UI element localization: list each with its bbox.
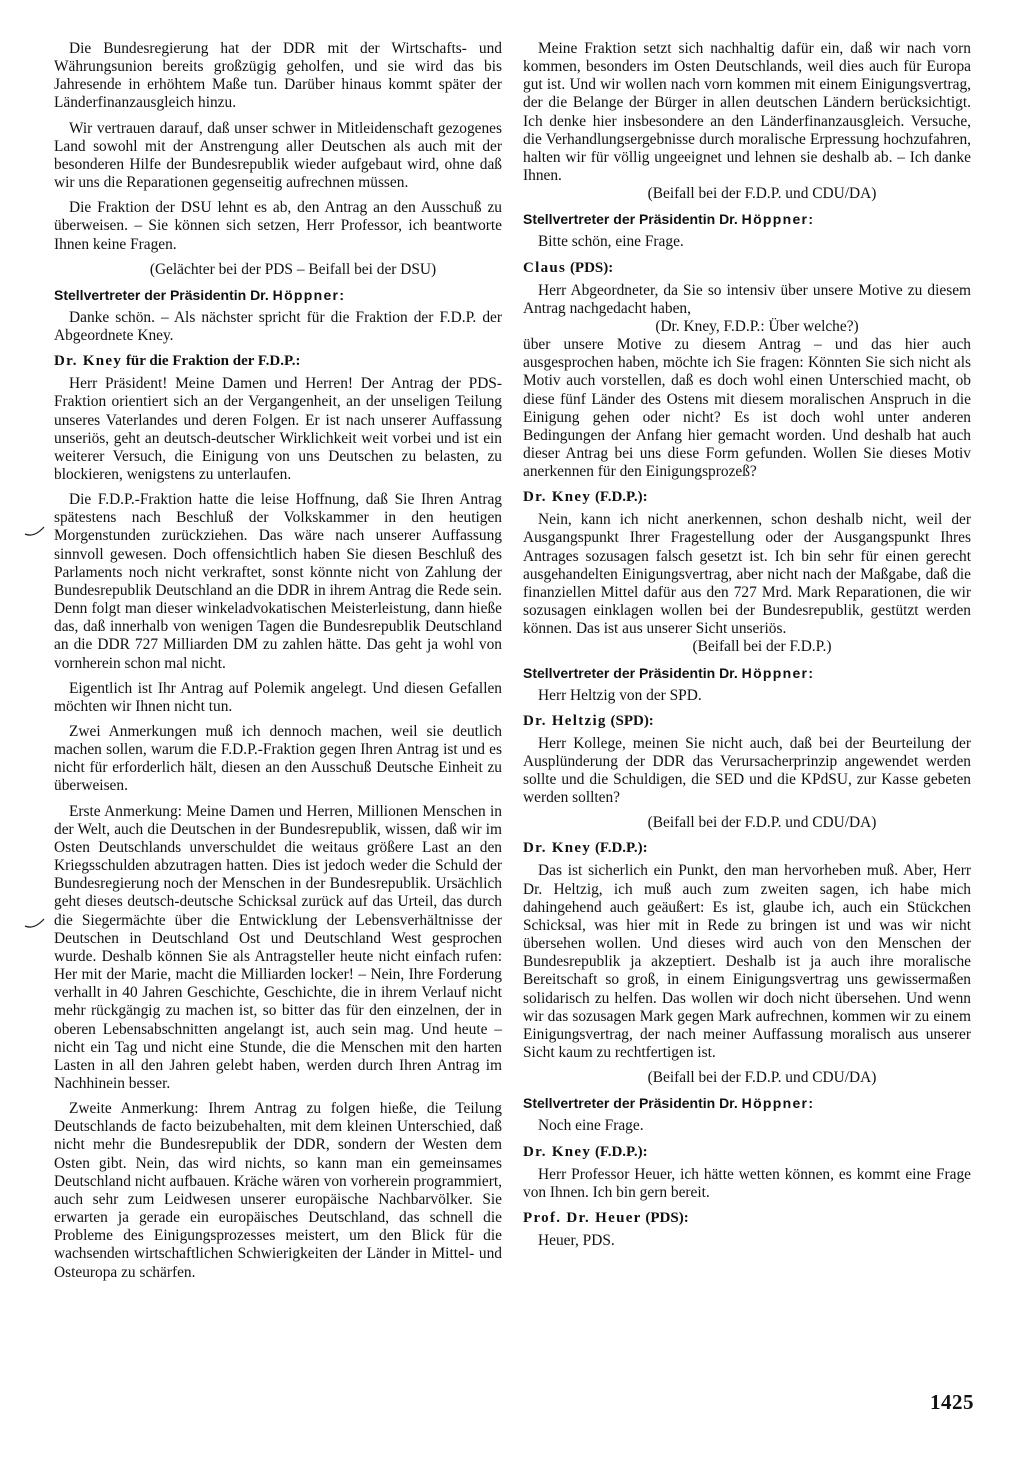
paragraph: Herr Heltzig von der SPD. bbox=[538, 686, 702, 704]
left-column bbox=[54, 40, 502, 1289]
speaker-heading bbox=[523, 259, 971, 277]
paragraph: Das ist sicherlich ein Punkt, den man hervorheben muß. Aber, Herr Dr. Heltzig, ich muß auch zum zweiten sagen, ich habe mich dahingehend auch geäußert: Es ist, glaube ich, auch ein Stückchen Schicksal, was hier mit in Rede zu bringen ist und was wir nicht übersehen wollen. Und dieses wird auch von den Menschen der Bundesrepublik ja akzeptiert. Deshalb ist ja auch ihre moralische Bereitschaft so groß, in einem Einigungsvertrag uns gewissermaßen solidarisch zu helfen. Das wollen wir doch nicht übersehen. Und wenn wir das sozusagen Mark gegen Mark aufrechnen, kommen wir zu einem Einigungsvertrag, der nach meiner Auffassung moralisch aus unserer Sicht kaum zu rechtfertigen ist. bbox=[523, 862, 971, 1062]
speaker-colon: : bbox=[808, 1095, 813, 1112]
paragraph: über unsere Motive zu diesem Antrag – und das hier auch ausgesprochen haben, möchte ich Sie fragen: Könnten Sie sich nicht als Motiv auch vorstellen, daß es doch wohl einen Unterschied macht, ob diese fünf Länder des Ostens mit diesem moralischen Anspruch in die Einigung gehen oder nicht? Es ist doch wohl unter anderen Bedingungen der Anfang hier gemacht worden. Und deshalb hat auch dieser Antrag bei uns diese Form gefunden. Wollen Sie dieses Motiv anerkennen für den Einigungsprozeß? bbox=[523, 336, 971, 481]
paragraph: Zwei Anmerkungen muß ich dennoch machen, weil sie deutlich machen sollen, warum die F.D.P.-Fraktion gegen Ihren Antrag ist und es nicht für erforderlich hält, diesen an den Ausschuß Deutsche Einheit zu überweisen. bbox=[54, 723, 502, 795]
speaker-heading bbox=[54, 352, 502, 370]
speaker-role: Stellvertreter der Präsidentin Dr. bbox=[523, 664, 738, 681]
speaker-affiliation: (F.D.P.): bbox=[591, 840, 648, 857]
paragraph: Eigentlich ist Ihr Antrag auf Polemik angelegt. Und diesen Gefallen möchten wir Ihnen nicht tun. bbox=[54, 679, 502, 715]
reaction-note: (Beifall bei der F.D.P.) bbox=[692, 638, 832, 656]
speaker-role: Stellvertreter der Präsidentin Dr. bbox=[523, 1095, 738, 1112]
speaker-name: Höppner bbox=[272, 286, 340, 303]
paragraph: Erste Anmerkung: Meine Damen und Herren, Millionen Menschen in der Welt, auch die Deutschen in der Bundesrepublik, wissen, daß wir im Osten Deutschlands unverschuldet die weitaus größere Last an den Kriegsschulden abzutragen hatten. Dies ist jedoch weder die Schuld der Bundesregierung noch der Menschen in der Bundesrepublik. Ursächlich geht dieses deutsch-deutsche Schicksal zurück auf das Urteil, das durch die Siegermächte über die Entwicklung der Lebensverhältnisse der Deutschen in Deutschland Ost und Deutschland West gesprochen wurde. Deshalb können Sie als Antragsteller heute nicht einfach rufen: Her mit der Marie, macht die Milliarden locker! – Nein, Ihre Forderung verhallt in 40 Jahren Geschichte, Geschichte, die in ihrem Verlauf nicht mehr rückgängig zu machen ist, so bitter das für den einzelnen, der in oberen Lebensabschnitten angelangt ist, auch sein mag. Und heute – nicht ein Tag und nicht eine Stunde, die die Menschen mit den harten Lasten in all den Jahren gelebt haben, werden durch Ihren Antrag im Nachhinein besser. bbox=[54, 802, 502, 1092]
margin-mark-icon bbox=[24, 524, 46, 538]
paragraph: Noch eine Frage. bbox=[538, 1117, 644, 1135]
speaker-affiliation: (F.D.P.): bbox=[591, 1143, 648, 1160]
paragraph: Bitte schön, eine Frage. bbox=[538, 233, 684, 251]
speaker-name: Dr. Kney bbox=[523, 840, 592, 857]
paragraph: Die F.D.P.-Fraktion hatte die leise Hoffnung, daß Sie Ihren Antrag spätestens nach Beschluß der Volkskammer in den heutigen Morgenstunden zurückziehen. Das wäre nach unserer Auffassung sinnvoll gewesen. Doch offensichtlich haben Sie diesen Beschluß des Parlaments noch nicht verkraftet, sonst könnte nicht von Zahlung der Bundesrepublik Deutschland an die DDR in ihrem Antrag die Rede sein. Denn folgt man dieser winkeladvokatischen Meisterleistung, dann hieße das, daß innerhalb von wenigen Tagen die Bundesrepublik Deutschland an die DDR 727 Milliarden DM zu zahlen hätte. Das geht ja wohl von vornherein schon mal nicht. bbox=[54, 491, 502, 672]
speaker-heading bbox=[523, 1094, 971, 1112]
speaker-name: Dr. Heltzig bbox=[523, 712, 607, 729]
reaction-note: (Beifall bei der F.D.P. und CDU/DA) bbox=[647, 814, 877, 832]
speaker-heading bbox=[523, 712, 971, 730]
reaction-note: (Gelächter bei der PDS – Beifall bei der DSU) bbox=[149, 260, 437, 278]
paragraph: Wir vertrauen darauf, daß unser schwer in Mitleidenschaft gezogenes Land sowohl mit der Anstrengung aller Deutschen als auch mit der besonderen Hilfe der Bundesrepublik wieder aufgebaut wird, ohne daß wir uns die Reparationen gegenseitig aufrechnen müssen. bbox=[54, 119, 502, 192]
right-column bbox=[523, 40, 971, 1257]
paragraph: Herr Präsident! Meine Damen und Herren! Der Antrag der PDS-Fraktion orientiert sich an der Vergangenheit, an der unseligen Teilung unseres Vaterlandes und deren Folgen. Er ist nach unserer Auffassung unseriös, geht an deutsch-deutscher Wirklichkeit weit vorbei und ist ein weiterer Versuch, die Einigung von uns Deutschen zu belasten, zu blockieren, wenigstens zu unterlaufen. bbox=[54, 375, 502, 483]
margin-mark-icon bbox=[24, 916, 46, 930]
paragraph: Herr Kollege, meinen Sie nicht auch, daß bei der Beurteilung der Ausplünderung der DDR das Verursacherprinzip angewendet werden sollte und die Schuldigen, die SED und die KPdSU, zur Kasse gebeten werden sollten? bbox=[523, 734, 971, 807]
paragraph: Danke schön. – Als nächster spricht für die Fraktion der F.D.P. der Abgeordnete Kney. bbox=[54, 308, 502, 345]
speaker-name: Höppner bbox=[741, 1095, 809, 1112]
paragraph: Zweite Anmerkung: Ihrem Antrag zu folgen hieße, die Teilung Deutschlands de facto beizubehalten, mit dem kleinen Unterschied, daß nicht mehr die Bundesrepublik der DDR, sondern der Westen dem Osten gibt. Nein, das wird nichts, so kann man ein gemeinsames Deutschland nicht aufbauen. Kräche wären von vorherein programmiert, auch sehr zum Leidwesen unserer europäische Nachbarvölker. Sie erwarten ja gerade ein europäisches Deutschland, das schnell die Probleme des Einigungsprozesses meistert, um den Blick für die wachsenden wirtschaftlichen Schwierigkeiten der Länder in Mittel- und Osteuropa zu schärfen. bbox=[54, 1100, 502, 1281]
interjection: (Dr. Kney, F.D.P.: Über welche?) bbox=[655, 317, 859, 335]
speaker-name: Höppner bbox=[741, 664, 809, 681]
page-number: 1425 bbox=[930, 1390, 974, 1414]
speaker-name: Dr. Kney bbox=[523, 489, 592, 506]
speaker-name: Claus bbox=[523, 259, 567, 276]
speaker-name: Höppner bbox=[741, 211, 809, 228]
reaction-note: (Beifall bei der F.D.P. und CDU/DA) bbox=[647, 1069, 877, 1087]
paragraph: Meine Fraktion setzt sich nachhaltig dafür ein, daß wir nach vorn kommen, besonders im Osten Deutschlands, weil dies auch für Europa gut ist. Und wir wollen nach vorn kommen mit einem Einigungsvertrag, der die Belange der Bürger in allen deutschen Ländern berücksichtigt. Ich denke hier insbesondere an den Länderfinanzausgleich. Versuche, die Verhandlungsergebnisse durch moralische Erpressung hochzufahren, halten wir für völlig ungeeignet und lehnen sie deshalb ab. – Ich danke Ihnen. bbox=[523, 40, 971, 185]
paragraph: Heuer, PDS. bbox=[538, 1231, 615, 1249]
speaker-colon: : bbox=[808, 664, 813, 681]
speaker-name: Dr. Kney bbox=[54, 353, 123, 370]
paragraph: Nein, kann ich nicht anerkennen, schon deshalb nicht, weil der Ausgangspunkt Ihrer Fragestellung oder der Ausgangspunkt Ihres Antrages sozusagen falsch gesetzt ist. Ich bin sehr für einen gerecht ausgehandelten Einigungsvertrag, aber nicht nach der Maßgabe, daß die finanziellen Mittel dafür aus den 727 Mrd. Mark Reparationen, die wir sozusagen einklagen wollen bei der Bundesrepublik, gestützt werden können. Das ist aus unserer Sicht unseriös. bbox=[523, 511, 971, 638]
speaker-affiliation: (F.D.P.): bbox=[591, 489, 648, 506]
speaker-heading bbox=[54, 286, 502, 304]
speaker-heading bbox=[523, 664, 971, 682]
speaker-heading bbox=[523, 488, 971, 506]
speaker-name: Prof. Dr. Heuer bbox=[523, 1209, 642, 1226]
paragraph: Die Fraktion der DSU lehnt es ab, den Antrag an den Ausschuß zu überweisen. – Sie können sich setzen, Herr Professor, ich beantworte Ihnen keine Fragen. bbox=[54, 199, 502, 253]
speaker-heading bbox=[523, 1143, 971, 1161]
speaker-heading bbox=[523, 210, 971, 228]
speaker-colon: : bbox=[339, 286, 344, 303]
speaker-colon: : bbox=[808, 211, 813, 228]
reaction-note: (Beifall bei der F.D.P. und CDU/DA) bbox=[647, 185, 877, 203]
speaker-affiliation: (PDS): bbox=[641, 1209, 689, 1226]
speaker-heading bbox=[523, 839, 971, 857]
speaker-affiliation: (SPD): bbox=[606, 712, 654, 729]
paragraph: Herr Professor Heuer, ich hätte wetten können, es kommt eine Frage von Ihnen. Ich bin gern bereit. bbox=[523, 1165, 971, 1201]
speaker-heading bbox=[523, 1209, 971, 1227]
speaker-role: Stellvertreter der Präsidentin Dr. bbox=[54, 286, 269, 303]
speaker-name: Dr. Kney bbox=[523, 1143, 592, 1160]
paragraph: Herr Abgeordneter, da Sie so intensiv über unsere Motive zu diesem Antrag nachgedacht haben, bbox=[523, 281, 971, 317]
speaker-role: Stellvertreter der Präsidentin Dr. bbox=[523, 211, 738, 228]
speaker-affiliation: (PDS): bbox=[566, 259, 614, 276]
speaker-affiliation: für die Fraktion der F.D.P.: bbox=[122, 353, 301, 370]
paragraph: Die Bundesregierung hat der DDR mit der Wirtschafts- und Währungsunion bereits großzügig geholfen, und sie wird das bis Jahresende in erhöhtem Maße tun. Darüber hinaus kommt später der Länderfinanzausgleich hinzu. bbox=[54, 40, 502, 112]
